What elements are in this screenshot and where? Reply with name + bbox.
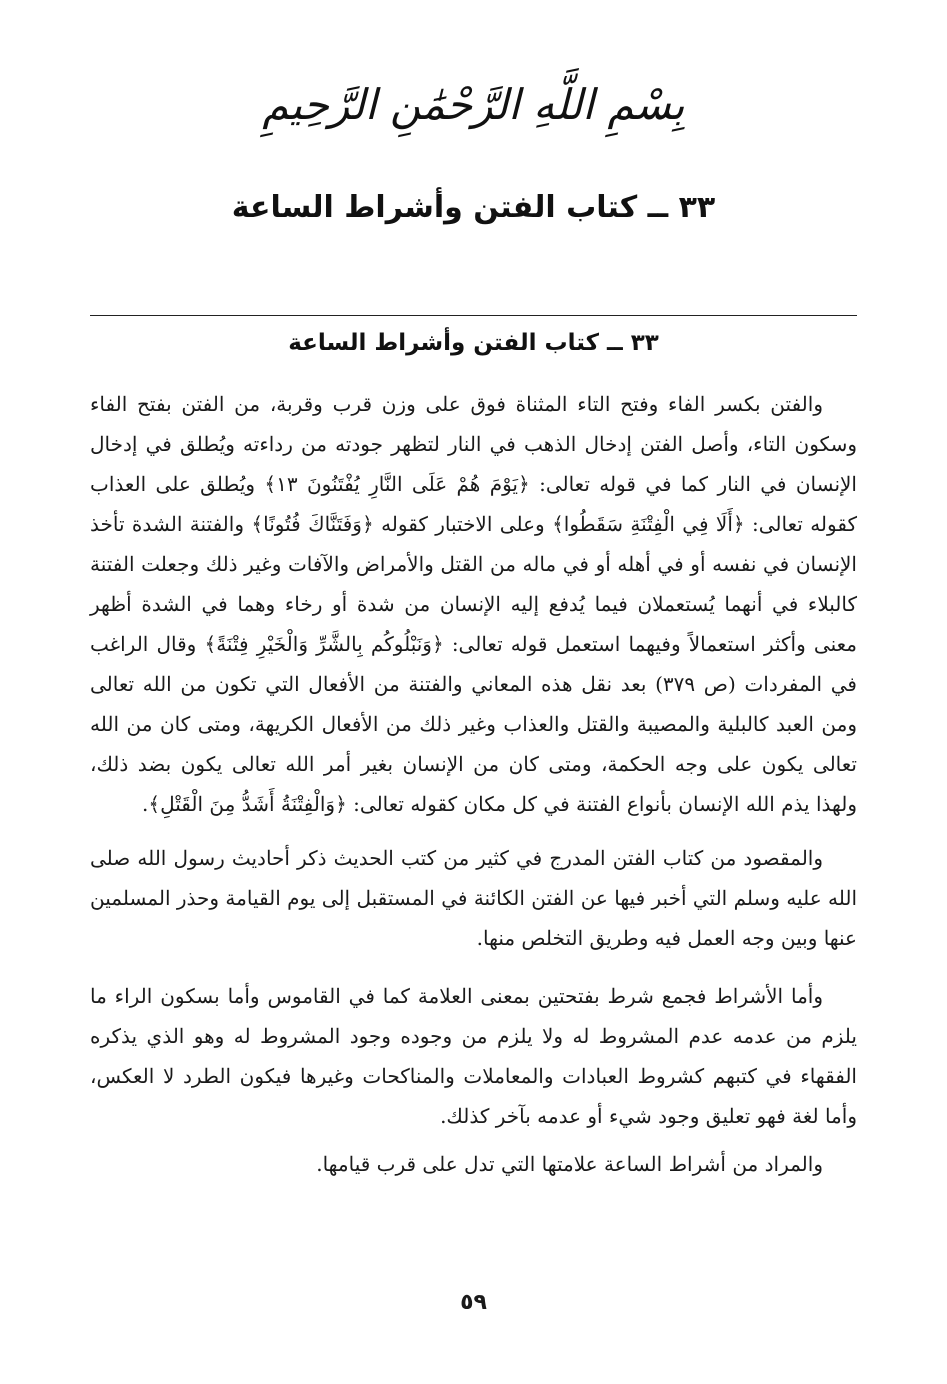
paragraph-definition: والفتن بكسر الفاء وفتح التاء المثناة فوق على وزن قرب وقربة، من الفتن بفتح الفاء وسكون التاء، وأصل الفتن إدخال الذهب في النار لتظهر جودته من رداءته ويُطلق في إدخال الإنسان في النار كما في قوله تعالى: ﴿يَوْمَ هُمْ عَلَى النَّارِ يُفْتَنُونَ ١٣﴾ ويُطلق على العذاب كقوله تعالى: ﴿أَلَا فِي الْفِتْنَةِ سَقَطُوا﴾ وعلى الاختبار كقوله ﴿وَفَتَنَّاكَ فُتُونًا﴾ والفتنة الشدة تأخذ الإنسان في نفسه أو في أهله أو في ماله من القتل والأمراض والآفات وغير ذلك وجعلت الفتنة كالبلاء في أنهما يُستعملان فيما يُدفع إليه الإنسان من شدة أو رخاء وهما في الشدة أظهر معنى وأكثر استعمالاً وفيهما استعمل قوله تعالى: ﴿وَنَبْلُوكُم بِالشَّرِّ وَالْخَيْرِ فِتْنَةً﴾ وقال الراغب في المفردات (ص ٣٧٩) بعد نقل هذه المعاني والفتنة من الأفعال التي تكون من الله تعالى ومن العبد كالبلية والمصيبة والقتل والعذاب وغير ذلك من الأفعال الكريهة، ومتى كان من الله تعالى يكون على وجه الحكمة، ومتى كان من الإنسان بغير أمر الله تعالى يكون بضد ذلك، ولهذا يذم الله الإنسان بأنواع الفتنة في كل مكان كقوله تعالى: ﴿وَالْفِتْنَةُ أَشَدُّ مِنَ الْقَتْلِ﴾.: [90, 392, 857, 816]
page-number: ٥٩: [460, 1290, 487, 1315]
paragraph-purpose: والمقصود من كتاب الفتن المدرج في كثير من كتب الحديث ذكر أحاديث رسول الله صلى الله عليه وسلم التي أخبر فيها عن الفتن الكائنة في المستقبل إلى يوم القيامة وحذر المسلمين عنها وبين وجه العمل فيه وطريق التخلص منها.: [90, 846, 858, 950]
paragraph-ashrat: وأما الأشراط فجمع شرط بفتحتين بمعنى العلامة كما في القاموس وأما بسكون الراء ما يلزم من عدمه عدم المشروط له ولا يلزم من وجوده وجود المشروط له وهو الذي يذكره الفقهاء في كتبهم كشروط العبادات والمعاملات والمناكحات وغيرها فيكون الطرد لا العكس، وأما لغة فهو تعليق وجود شيء أو عدمه بآخر كذلك.: [90, 984, 857, 1128]
chapter-title: ٣٣ ــ كتاب الفتن وأشراط الساعة: [231, 190, 716, 225]
body-text: [90, 384, 857, 1184]
basmala-calligraphy: بِسْمِ اللَّهِ الرَّحْمَٰنِ الرَّحِيمِ: [262, 80, 685, 129]
section-title: ٣٣ ــ كتاب الفتن وأشراط الساعة: [288, 330, 659, 356]
paragraph-conclusion: والمراد من أشراط الساعة علامتها التي تدل على قرب قيامها.: [316, 1152, 823, 1176]
horizontal-rule: [90, 315, 857, 316]
